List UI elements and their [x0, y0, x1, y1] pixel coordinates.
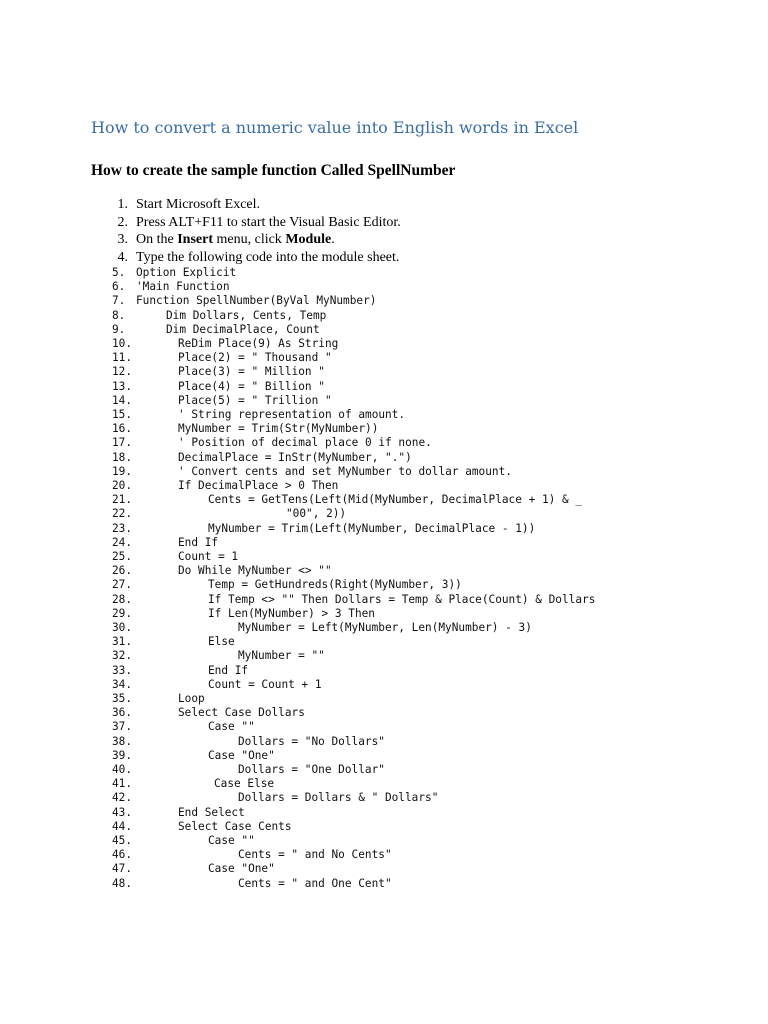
code-text: MyNumber = ""	[238, 649, 325, 663]
code-line	[0, 649, 768, 663]
line-number: 41.	[112, 777, 133, 791]
code-line	[0, 820, 768, 834]
line-number: 5.	[112, 266, 126, 279]
line-number: 28.	[112, 592, 133, 606]
line-number: 39.	[112, 748, 133, 762]
code-text: MyNumber = Trim(Left(MyNumber, DecimalPlace - 1))	[208, 521, 536, 535]
line-number: 18.	[112, 450, 133, 464]
line-number: 14.	[112, 393, 133, 407]
line-number: 12.	[112, 365, 133, 379]
line-number: 21.	[112, 493, 133, 507]
step-text-bold: Module	[285, 232, 332, 247]
code-line	[0, 465, 768, 479]
code-line	[0, 380, 768, 394]
code-text: Option Explicit	[136, 266, 237, 279]
line-number: 24.	[112, 535, 133, 549]
step-text-part: Type the following code into the module sheet.	[136, 249, 400, 265]
code-line	[0, 394, 768, 408]
line-number: 11.	[112, 351, 133, 365]
code-line	[0, 678, 768, 692]
code-line	[0, 280, 768, 294]
code-line	[0, 706, 768, 720]
line-number: 6.	[112, 280, 126, 294]
code-text: Dim DecimalPlace, Count	[166, 322, 320, 336]
code-line	[0, 763, 768, 777]
code-text: Dim Dollars, Cents, Temp	[166, 308, 327, 322]
code-line	[0, 578, 768, 592]
code-line	[0, 479, 768, 493]
step-number: 3.	[117, 232, 128, 247]
section-heading: How to create the sample function Called SpellNumber	[91, 162, 456, 179]
code-line	[0, 323, 768, 337]
code-text: Dollars = "One Dollar"	[238, 763, 385, 776]
code-text: DecimalPlace = InStr(MyNumber, ".")	[178, 450, 412, 464]
line-number: 13.	[112, 379, 133, 393]
line-number: 30.	[112, 621, 133, 634]
step-text-part: Start Microsoft Excel.	[136, 197, 261, 212]
code-text: Case "One"	[208, 748, 275, 762]
code-line	[0, 621, 768, 635]
line-number: 8.	[112, 308, 126, 322]
code-line	[0, 791, 768, 805]
code-line	[0, 806, 768, 820]
line-number: 23.	[112, 521, 133, 535]
step-text-part: .	[331, 232, 335, 247]
code-line	[0, 877, 768, 891]
code-line	[0, 834, 768, 848]
code-text: Case ""	[208, 720, 255, 734]
line-number: 40.	[112, 763, 133, 776]
code-text: 'Main Function	[136, 280, 230, 294]
step-number: 2.	[117, 214, 128, 230]
code-line	[0, 266, 768, 280]
step-text-part: Press ALT+F11 to start the Visual Basic Editor.	[136, 214, 401, 230]
code-line	[0, 550, 768, 564]
instruction-step	[0, 215, 768, 232]
code-text: If Temp <> "" Then Dollars = Temp & Place(Count) & Dollars	[208, 592, 596, 606]
code-text: If Len(MyNumber) > 3 Then	[208, 606, 375, 620]
code-text: Dollars = Dollars & " Dollars"	[238, 791, 439, 805]
line-number: 27.	[112, 578, 133, 592]
code-text: ' Position of decimal place 0 if none.	[178, 436, 432, 450]
instruction-step	[0, 197, 768, 214]
code-line	[0, 607, 768, 621]
line-number: 10.	[112, 337, 133, 350]
line-number: 43.	[112, 805, 133, 819]
code-text: Else	[208, 635, 235, 649]
code-text: Cents = " and No Cents"	[238, 848, 392, 862]
code-text: Select Case Cents	[178, 819, 292, 833]
code-text: Case ""	[208, 834, 255, 847]
document-title: How to convert a numeric value into English words in Excel	[91, 118, 579, 137]
line-number: 47.	[112, 862, 133, 876]
code-text: Case "One"	[208, 862, 275, 876]
step-text-part: On the	[136, 232, 178, 247]
code-line	[0, 493, 768, 507]
line-number: 7.	[112, 294, 126, 308]
code-text: Loop	[178, 692, 205, 705]
step-text-part: menu, click	[213, 232, 286, 247]
code-text: End Select	[178, 805, 245, 819]
code-text: MyNumber = Left(MyNumber, Len(MyNumber) - 3)	[238, 621, 532, 634]
code-line	[0, 593, 768, 607]
code-text: "00", 2))	[286, 507, 347, 521]
code-line	[0, 365, 768, 379]
line-number: 34.	[112, 677, 133, 691]
step-number: 1.	[117, 197, 128, 212]
code-line	[0, 735, 768, 749]
code-text: Place(3) = " Million "	[178, 365, 325, 379]
line-number: 15.	[112, 408, 133, 421]
code-text: Cents = GetTens(Left(Mid(MyNumber, DecimalPlace + 1) & _	[208, 493, 583, 507]
code-line	[0, 635, 768, 649]
line-number: 16.	[112, 422, 133, 436]
code-text: Temp = GetHundreds(Right(MyNumber, 3))	[208, 578, 462, 592]
line-number: 20.	[112, 479, 133, 492]
line-number: 42.	[112, 791, 133, 805]
line-number: 46.	[112, 848, 133, 862]
line-number: 48.	[112, 876, 133, 890]
line-number: 29.	[112, 606, 133, 620]
step-text	[136, 197, 260, 213]
line-number: 44.	[112, 819, 133, 833]
line-number: 38.	[112, 734, 133, 748]
code-line	[0, 337, 768, 351]
line-number: 45.	[112, 834, 133, 847]
line-number: 25.	[112, 550, 133, 563]
step-text	[136, 215, 401, 231]
code-line	[0, 848, 768, 862]
step-text	[136, 232, 335, 248]
code-line	[0, 536, 768, 550]
code-line	[0, 522, 768, 536]
line-number: 22.	[112, 507, 133, 521]
line-number: 31.	[112, 635, 133, 649]
line-number: 19.	[112, 464, 133, 478]
code-text: Place(2) = " Thousand "	[178, 351, 332, 365]
code-text: Place(5) = " Trillion "	[178, 393, 332, 407]
code-text: MyNumber = Trim(Str(MyNumber))	[178, 422, 379, 436]
code-text: Count = Count + 1	[208, 677, 322, 691]
code-text: Count = 1	[178, 550, 239, 563]
code-line	[0, 777, 768, 791]
line-number: 37.	[112, 720, 133, 734]
code-text: Select Case Dollars	[178, 706, 305, 720]
code-line	[0, 507, 768, 521]
line-number: 26.	[112, 564, 133, 578]
code-line	[0, 664, 768, 678]
code-line	[0, 862, 768, 876]
code-text: ' String representation of amount.	[178, 408, 406, 421]
line-number: 33.	[112, 663, 133, 677]
code-text: ' Convert cents and set MyNumber to dollar amount.	[178, 464, 512, 478]
code-line	[0, 749, 768, 763]
line-number: 35.	[112, 692, 133, 705]
step-text	[136, 250, 399, 266]
step-text-bold: Insert	[177, 232, 213, 247]
code-line	[0, 309, 768, 323]
code-line	[0, 720, 768, 734]
code-line	[0, 422, 768, 436]
code-text: End If	[208, 663, 249, 677]
code-text: Cents = " and One Cent"	[238, 876, 392, 890]
code-line	[0, 451, 768, 465]
instruction-step	[0, 250, 768, 267]
step-number: 4.	[117, 249, 128, 265]
line-number: 9.	[112, 322, 126, 336]
code-line	[0, 294, 768, 308]
code-text: Do While MyNumber <> ""	[178, 564, 332, 578]
code-text: Function SpellNumber(ByVal MyNumber)	[136, 294, 377, 308]
code-text: End If	[178, 535, 219, 549]
instruction-step	[0, 232, 768, 249]
code-line	[0, 351, 768, 365]
code-text: Case Else	[214, 777, 275, 791]
line-number: 32.	[112, 649, 133, 663]
code-text: ReDim Place(9) As String	[178, 337, 339, 350]
code-line	[0, 436, 768, 450]
line-number: 36.	[112, 706, 133, 720]
code-text: Place(4) = " Billion "	[178, 379, 325, 393]
code-line	[0, 692, 768, 706]
line-number: 17.	[112, 436, 133, 450]
code-text: If DecimalPlace > 0 Then	[178, 479, 339, 492]
code-line	[0, 408, 768, 422]
code-text: Dollars = "No Dollars"	[238, 734, 385, 748]
code-line	[0, 564, 768, 578]
